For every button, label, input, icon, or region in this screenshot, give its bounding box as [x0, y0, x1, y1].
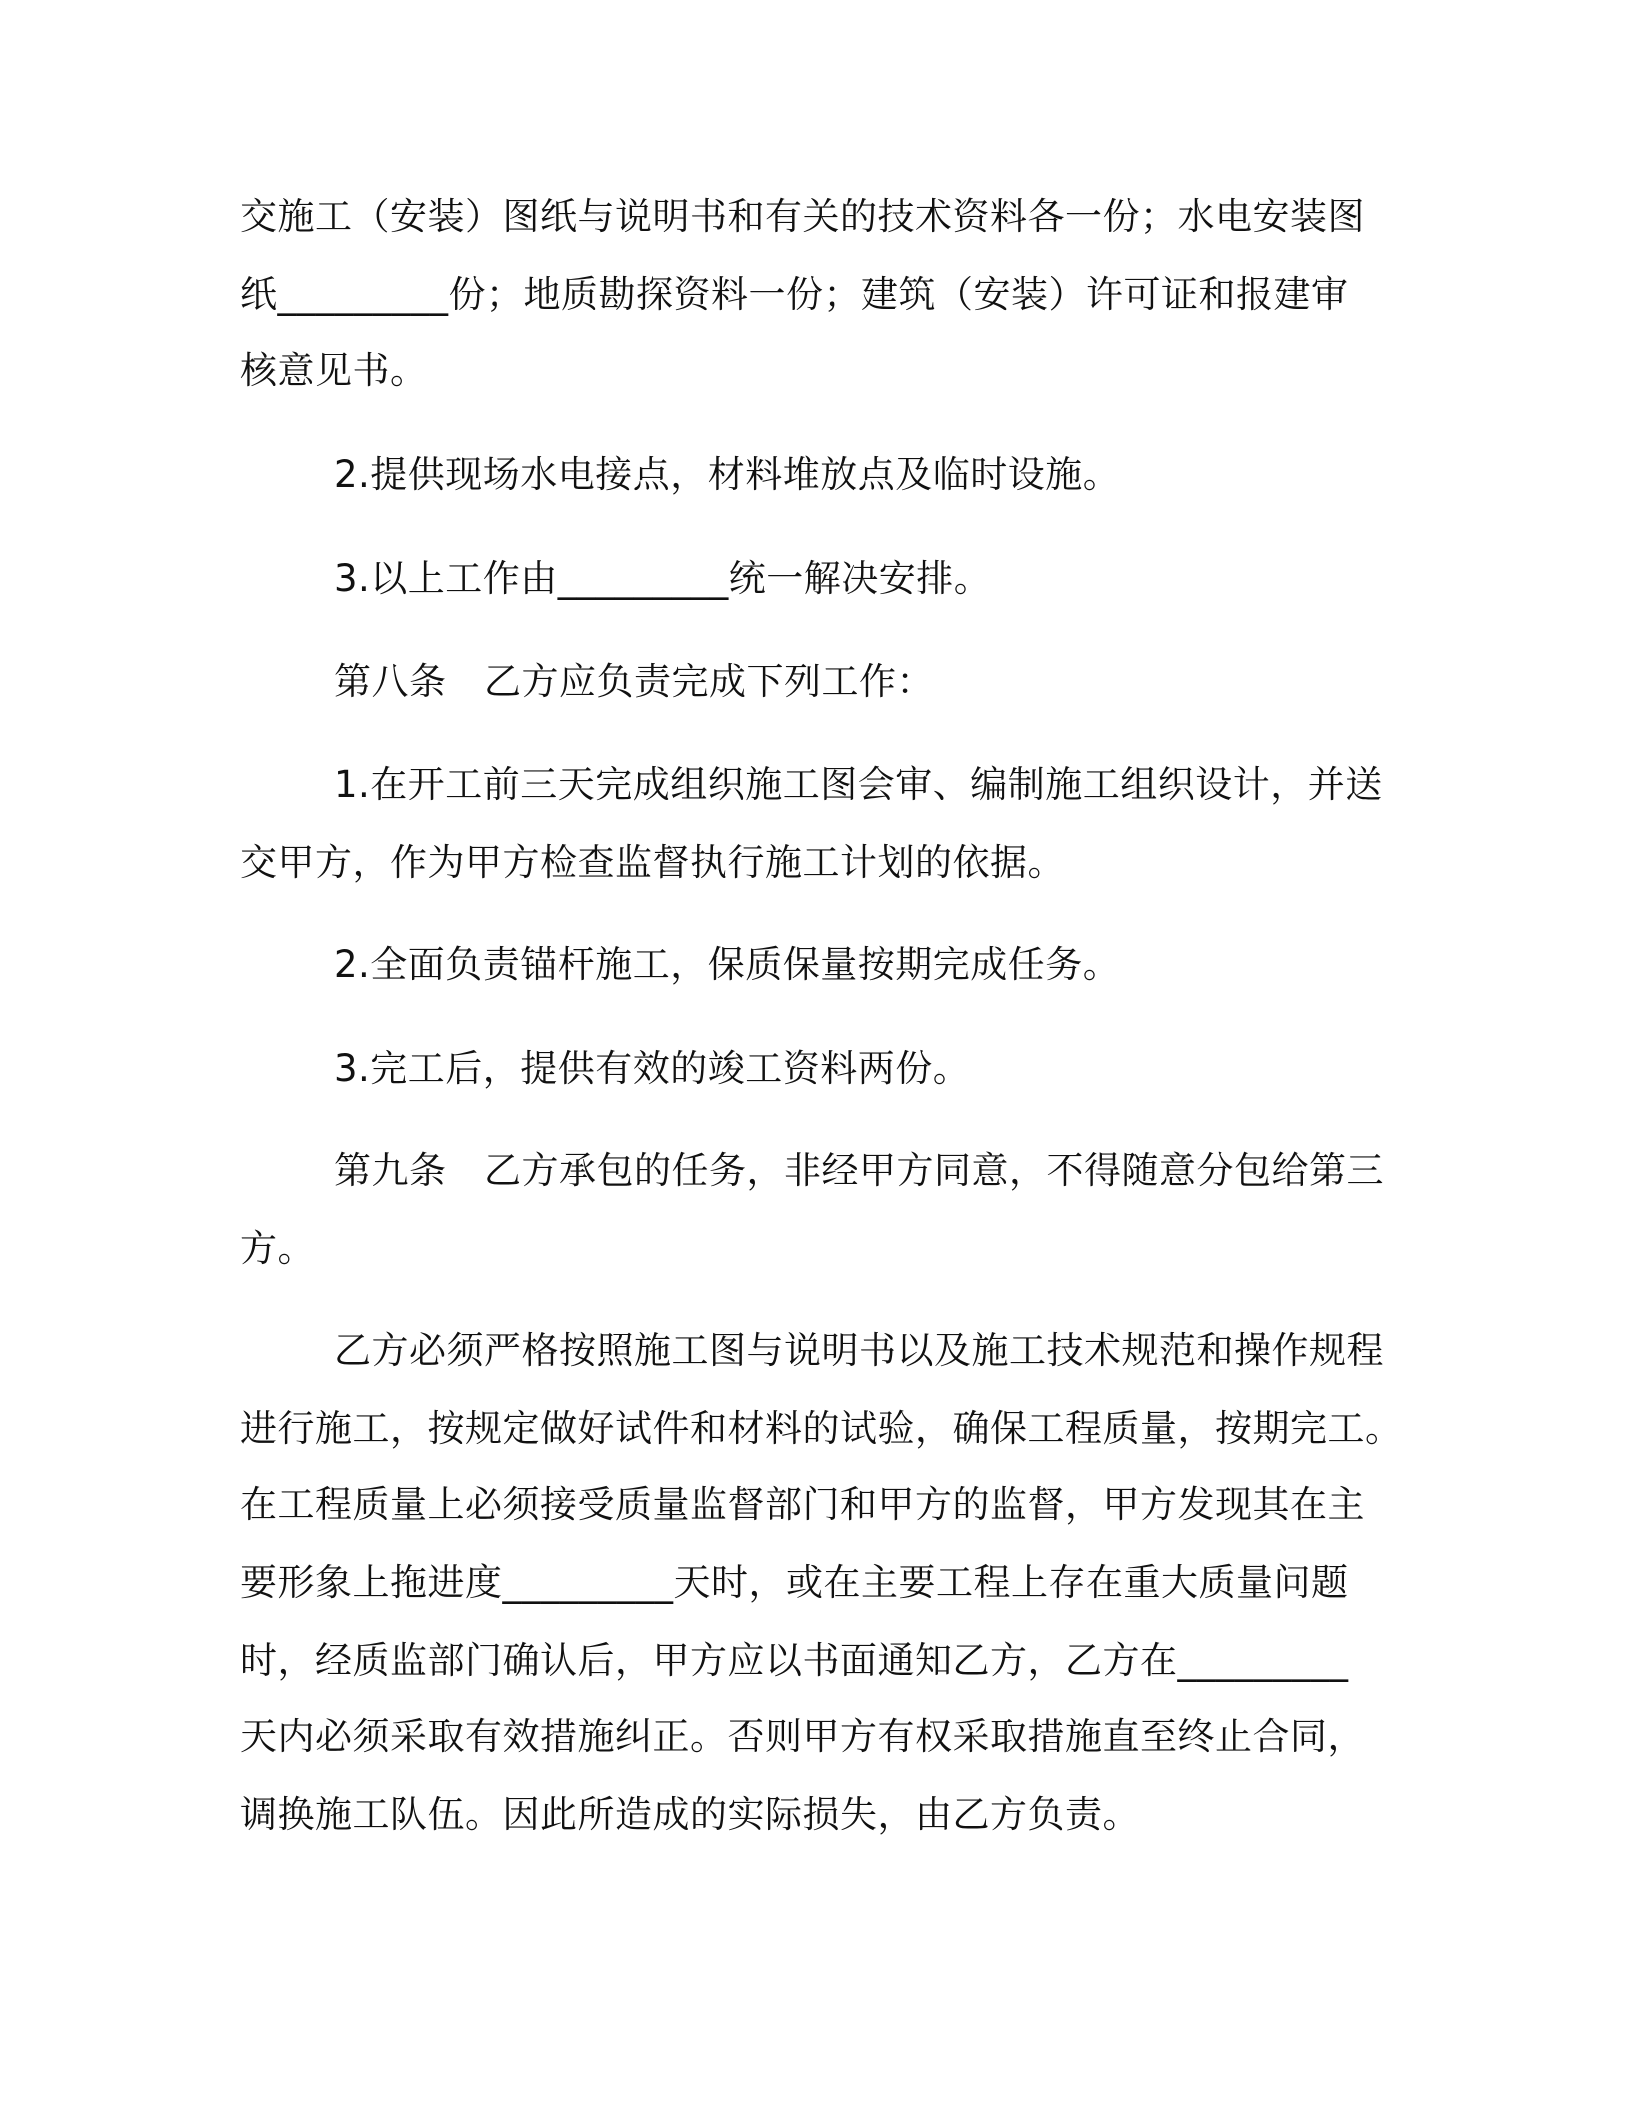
text-line: 核意见书。 [240, 349, 428, 392]
text-line: 1.在开工前三天完成组织施工图会审、编制施工组织设计，并送 [334, 763, 1383, 806]
text-line: 2.提供现场水电接点，材料堆放点及临时设施。 [334, 453, 1121, 496]
text-line: 进行施工，按规定做好试件和材料的试验，确保工程质量，按期完工。 [240, 1407, 1403, 1450]
text-line: 方。 [240, 1227, 315, 1270]
text-line: 3.完工后，提供有效的竣工资料两份。 [334, 1047, 971, 1090]
text-line: 在工程质量上必须接受质量监督部门和甲方的监督，甲方发现其在主 [240, 1483, 1365, 1526]
article-heading: 第八条 乙方应负责完成下列工作： [334, 660, 934, 703]
text-line: 天内必须采取有效措施纠正。否则甲方有权采取措施直至终止合同， [240, 1715, 1365, 1758]
text-line: 2.全面负责锚杆施工，保质保量按期完成任务。 [334, 943, 1121, 986]
text-line: 乙方必须严格按照施工图与说明书以及施工技术规范和操作规程 [334, 1329, 1384, 1372]
text-line: 时，经质监部门确认后，甲方应以书面通知乙方，乙方在_________ [240, 1639, 1349, 1682]
text-line: 交施工（安装）图纸与说明书和有关的技术资料各一份；水电安装图 [240, 195, 1365, 238]
text-line: 要形象上拖进度_________天时，或在主要工程上存在重大质量问题 [240, 1561, 1349, 1604]
text-line: 纸_________份；地质勘探资料一份；建筑（安装）许可证和报建审 [240, 273, 1349, 316]
text-line: 调换施工队伍。因此所造成的实际损失，由乙方负责。 [240, 1793, 1140, 1836]
text-line: 交甲方，作为甲方检查监督执行施工计划的依据。 [240, 841, 1065, 884]
text-line: 3.以上工作由_________统一解决安排。 [334, 557, 992, 600]
article-heading: 第九条 乙方承包的任务，非经甲方同意，不得随意分包给第三 [334, 1149, 1384, 1192]
